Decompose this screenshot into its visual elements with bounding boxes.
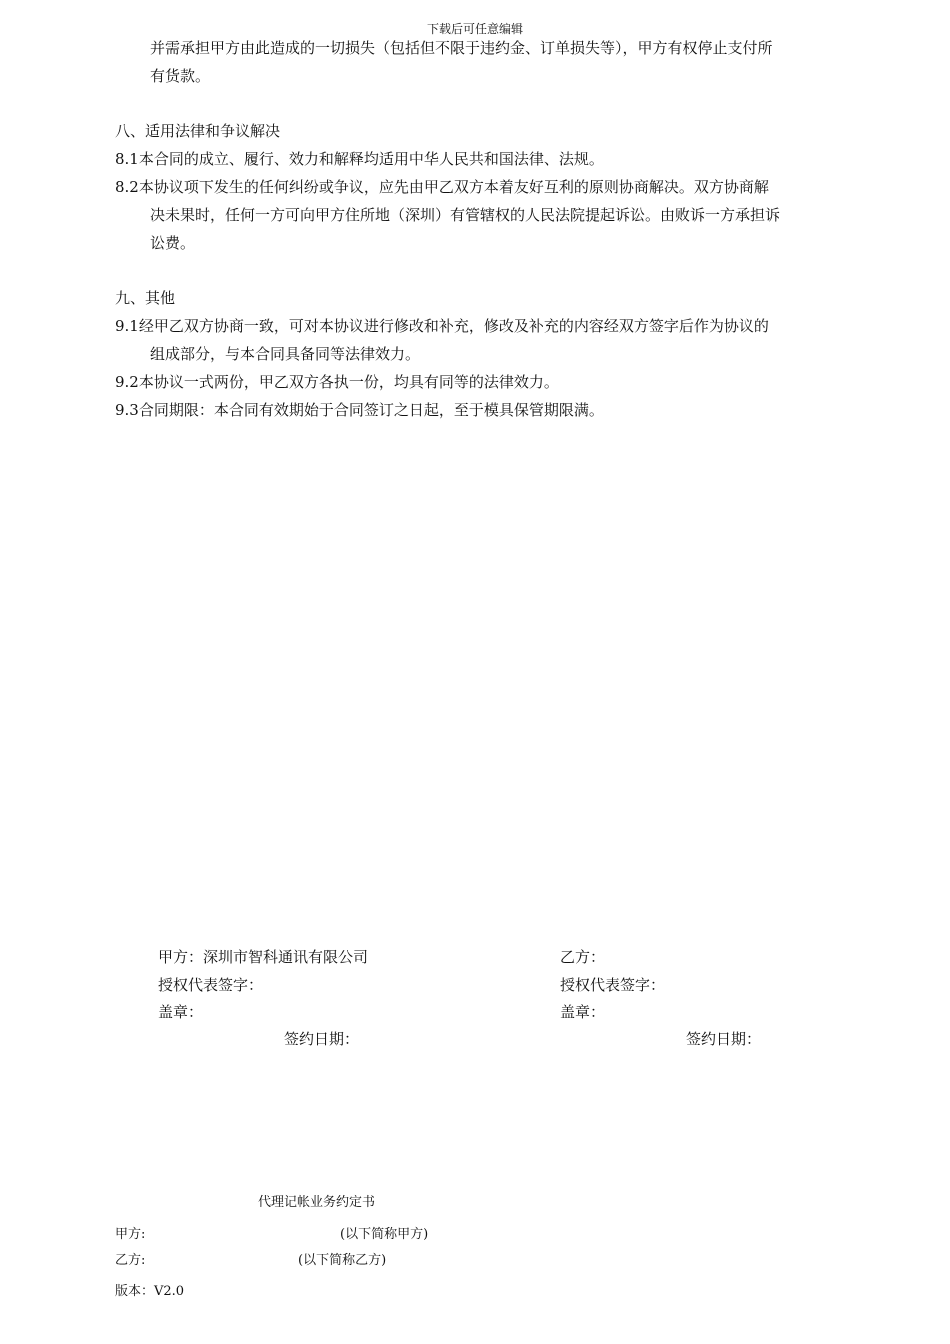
section-8-title: 八、适用法律和争议解决 (115, 122, 281, 140)
clause-9-3: 9.3合同期限：本合同有效期始于合同签订之日起，至于模具保管期限满。 (115, 401, 604, 419)
party-a-name: 甲方：深圳市智科通讯有限公司 (158, 948, 369, 966)
clause-7-continuation-line-1: 并需承担甲方由此造成的一切损失（包括但不限于违约金、订单损失等），甲方有权停止支付所 (150, 39, 773, 57)
clause-8-2-line-1: 8.2本协议项下发生的任何纠纷或争议，应先由甲乙双方本着友好互利的原则协商解决。双方协商解 (115, 178, 769, 196)
clause-8-2-line-3: 讼费。 (150, 234, 196, 252)
clause-7-continuation-line-2: 有货款。 (150, 67, 211, 85)
next-document-party-b-label: 乙方: (115, 1253, 146, 1268)
party-a-seal: 盖章： (158, 1003, 204, 1021)
party-b-name: 乙方： (560, 948, 606, 966)
version-label: 版本：V2.0 (115, 1284, 185, 1299)
clause-8-2-line-2: 决未果时，任何一方可向甲方住所地（深圳）有管辖权的人民法院提起诉讼。由败诉一方承担诉 (150, 206, 781, 224)
clause-9-1-line-2: 组成部分，与本合同具备同等法律效力。 (150, 345, 421, 363)
section-9-title: 九、其他 (115, 289, 176, 307)
clause-9-2: 9.2本协议一式两份，甲乙双方各执一份，均具有同等的法律效力。 (115, 373, 559, 391)
party-a-signing-date: 签约日期： (284, 1030, 360, 1048)
party-b-signing-date: 签约日期： (686, 1030, 762, 1048)
clause-9-1-line-1: 9.1经甲乙双方协商一致，可对本协议进行修改和补充，修改及补充的内容经双方签字后作为协议的 (115, 317, 769, 335)
next-document-title: 代理记帐业务约定书 (258, 1195, 376, 1210)
next-document-party-b-note: (以下简称乙方) (298, 1253, 387, 1268)
party-a-representative-signature: 授权代表签字： (158, 976, 264, 994)
next-document-party-a-note: (以下简称甲方) (340, 1227, 429, 1242)
party-b-representative-signature: 授权代表签字： (560, 976, 666, 994)
clause-8-1: 8.1本合同的成立、履行、效力和解释均适用中华人民共和国法律、法规。 (115, 150, 604, 168)
page-header: 下载后可任意编辑 (426, 22, 523, 36)
next-document-party-a-label: 甲方: (115, 1227, 146, 1242)
party-b-seal: 盖章： (560, 1003, 606, 1021)
